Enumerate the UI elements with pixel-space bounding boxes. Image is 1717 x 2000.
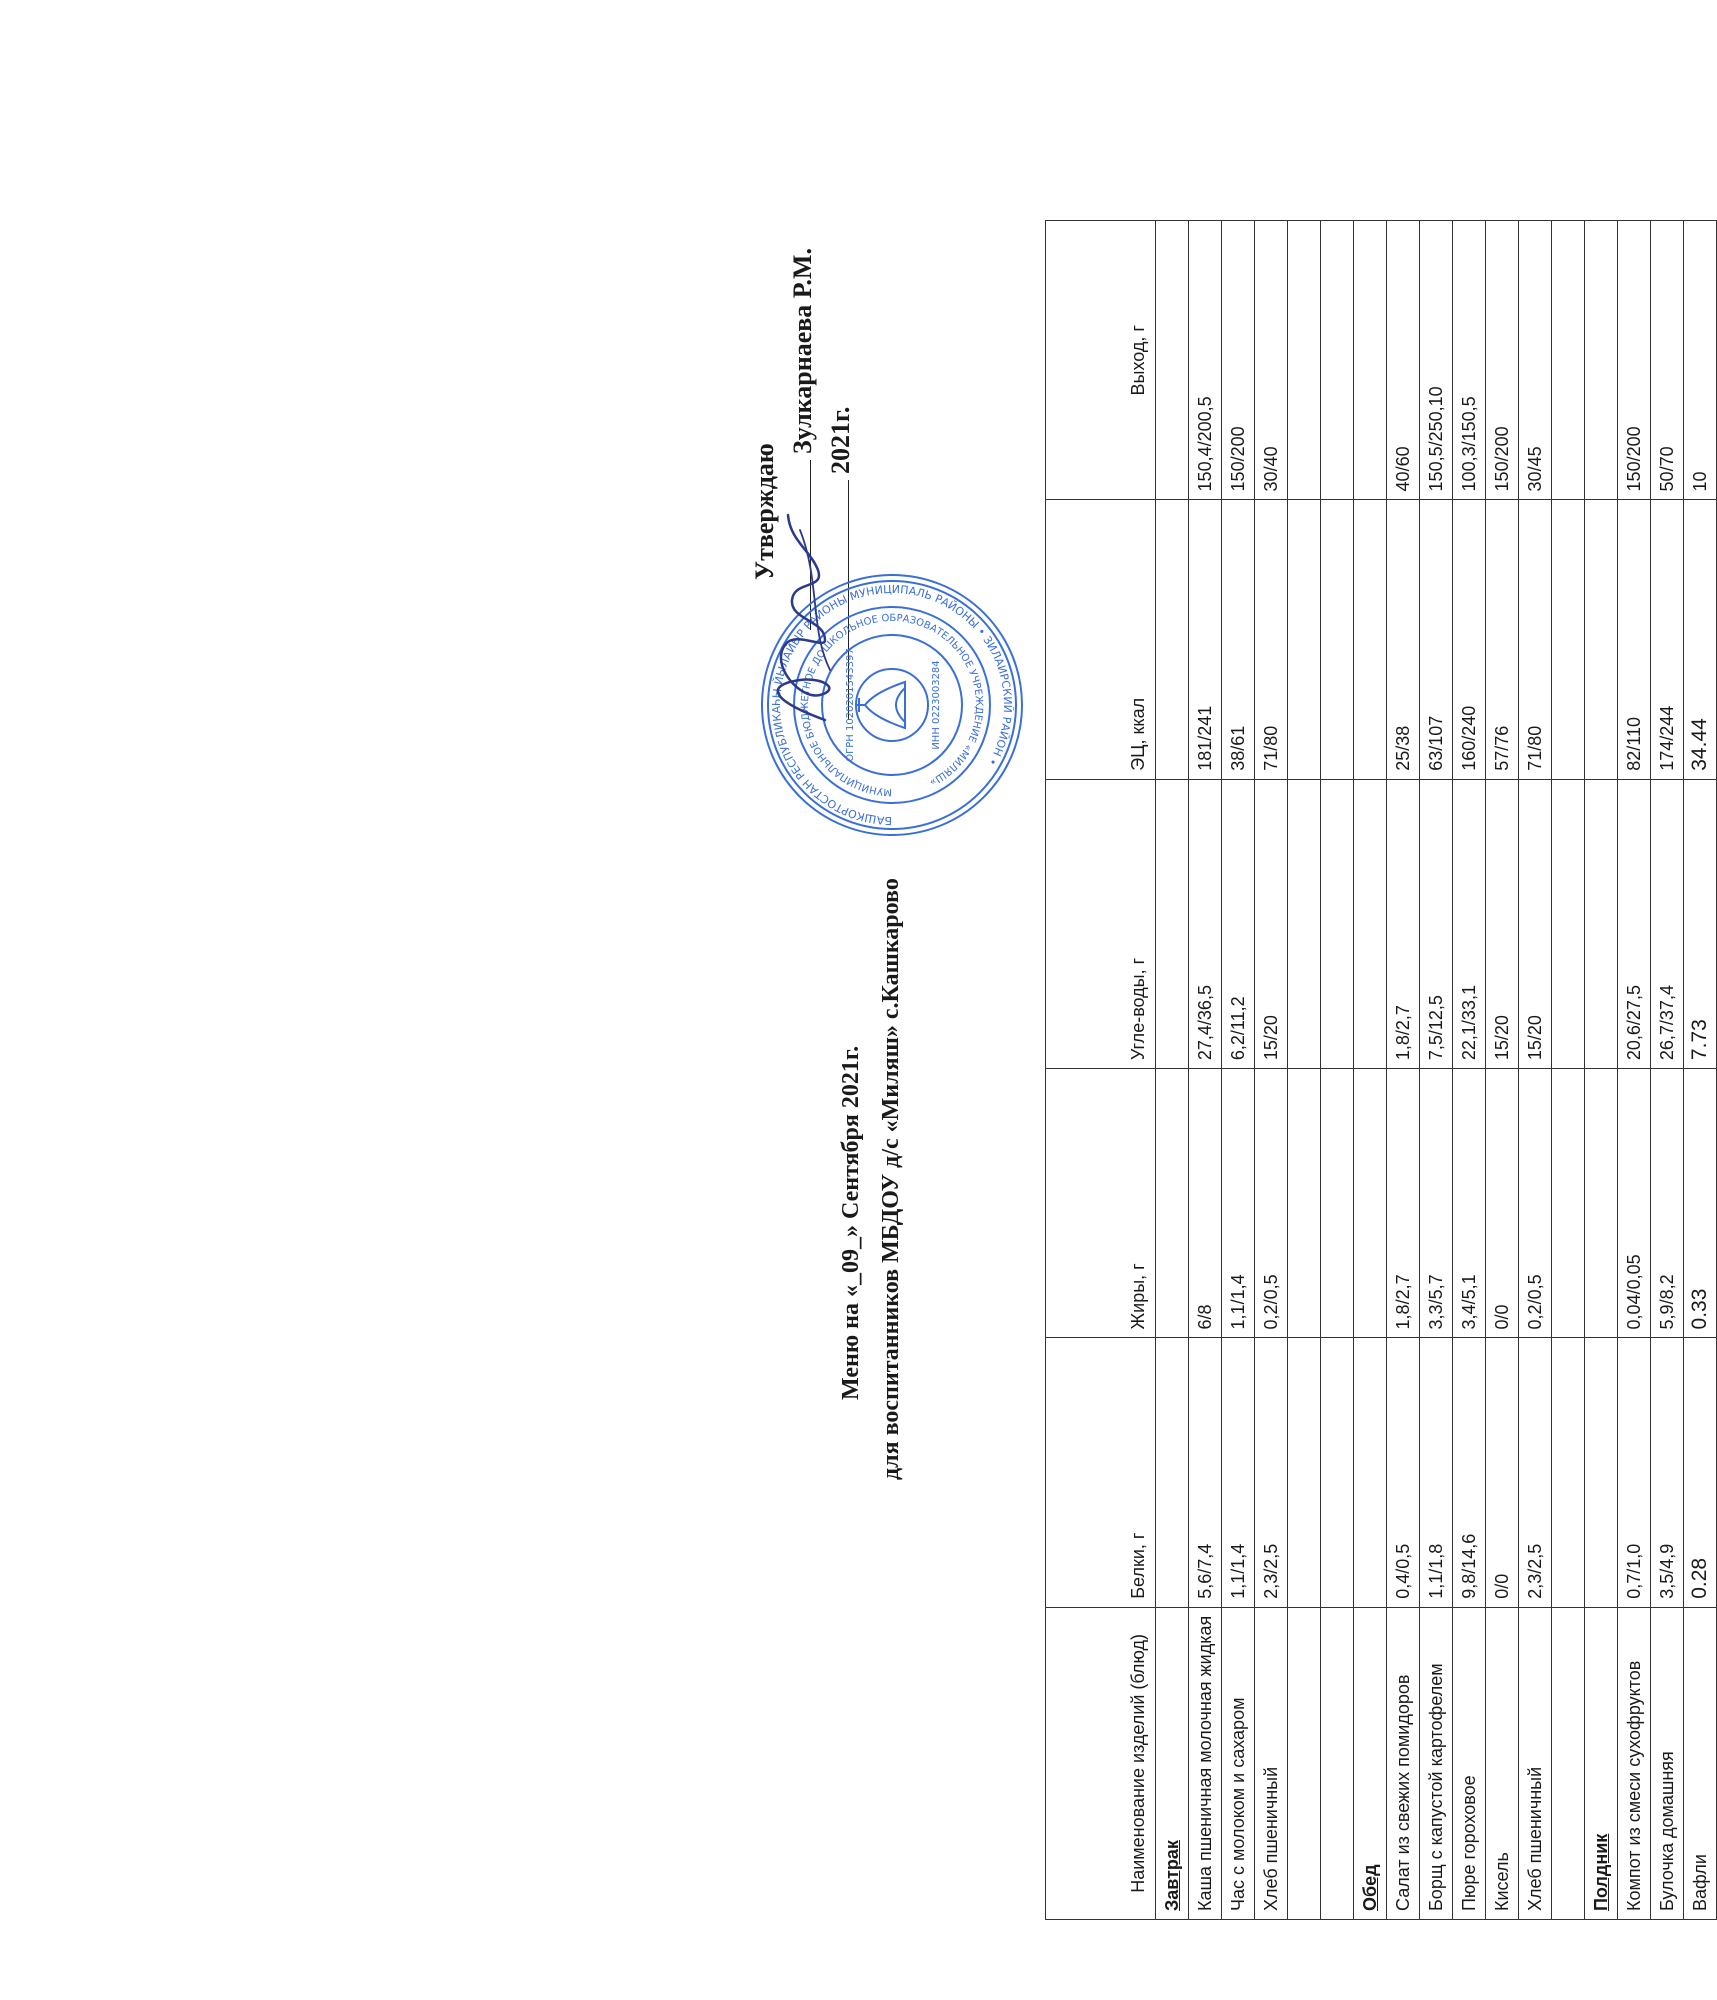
menu-subtitle: для воспитанников МБДОУ д/с «Миляш» с.Кашкарово xyxy=(878,878,904,1480)
section-row xyxy=(1354,221,1387,1920)
cell-carbs: 20,6/27,5 xyxy=(1618,779,1651,1068)
empty-row xyxy=(1321,221,1354,1920)
cell-yield: 40/60 xyxy=(1387,221,1420,500)
cell-yield: 150,5/250,10 xyxy=(1420,221,1453,500)
cell-fat: 0,2/0,5 xyxy=(1255,1069,1288,1338)
section-row xyxy=(1585,221,1618,1920)
svg-text:ОГРН 1020201543397: ОГРН 1020201543397 xyxy=(845,648,856,762)
empty-cell xyxy=(1321,1069,1354,1338)
empty-cell xyxy=(1354,779,1387,1068)
cell-name: Каша пшеничная молочная жидкая xyxy=(1189,1607,1222,1919)
table-row xyxy=(1486,221,1519,1920)
empty-cell xyxy=(1585,500,1618,779)
header-protein: Белки, г xyxy=(1046,1338,1156,1607)
svg-text:ИНН 0223003284: ИНН 0223003284 xyxy=(931,660,942,750)
cell-protein: 0,4/0,5 xyxy=(1387,1338,1420,1607)
empty-cell xyxy=(1288,779,1321,1068)
cell-name: Компот из смеси сухофруктов xyxy=(1618,1607,1651,1919)
cell-energy: 71/80 xyxy=(1255,500,1288,779)
empty-cell xyxy=(1156,1338,1189,1607)
empty-cell xyxy=(1585,1338,1618,1607)
cell-fat: 1,1/1,4 xyxy=(1222,1069,1255,1338)
svg-text:МУНИЦИПАЛЬНОЕ БЮДЖЕТНОЕ ДОШКОЛ: МУНИЦИПАЛЬНОЕ БЮДЖЕТНОЕ ДОШКОЛЬНОЕ ОБРАЗОВАТЕЛЬНОЕ УЧРЕЖДЕНИЕ «МИЛЯШ» xyxy=(799,612,985,798)
table-row xyxy=(1255,221,1288,1920)
cell-protein: 0/0 xyxy=(1486,1338,1519,1607)
empty-cell xyxy=(1585,779,1618,1068)
empty-cell xyxy=(1552,500,1585,779)
cell-protein: 2,3/2,5 xyxy=(1255,1338,1288,1607)
table-row xyxy=(1420,221,1453,1920)
empty-cell xyxy=(1321,1607,1354,1919)
header-yield: Выход, г xyxy=(1046,221,1156,500)
cell-name: Хлеб пшеничный xyxy=(1255,1607,1288,1919)
cell-energy: 160/240 xyxy=(1453,500,1486,779)
empty-cell xyxy=(1288,1069,1321,1338)
table-row xyxy=(1651,221,1684,1920)
table-row xyxy=(1618,221,1651,1920)
cell-name: Булочка домашняя xyxy=(1651,1607,1684,1919)
table-row xyxy=(1684,221,1717,1920)
empty-cell xyxy=(1156,1069,1189,1338)
menu-table-body xyxy=(1156,221,1717,1920)
table-header-row xyxy=(1046,221,1156,1920)
header-fat: Жиры, г xyxy=(1046,1069,1156,1338)
cell-yield: 50/70 xyxy=(1651,221,1684,500)
section-title: Обед xyxy=(1354,1607,1387,1919)
menu-title: Меню на «_09_» Сентября 2021г. xyxy=(838,1045,864,1400)
empty-cell xyxy=(1585,1069,1618,1338)
cell-name: Вафли xyxy=(1684,1607,1717,1919)
cell-protein: 0,7/1,0 xyxy=(1618,1338,1651,1607)
cell-carbs: 15/20 xyxy=(1519,779,1552,1068)
cell-carbs: 7.73 xyxy=(1684,779,1717,1068)
cell-energy: 174/244 xyxy=(1651,500,1684,779)
cell-protein: 9,8/14,6 xyxy=(1453,1338,1486,1607)
empty-cell xyxy=(1552,1338,1585,1607)
cell-yield: 150/200 xyxy=(1486,221,1519,500)
empty-cell xyxy=(1288,1607,1321,1919)
table-row xyxy=(1453,221,1486,1920)
header-carbs: Угле-воды, г xyxy=(1046,779,1156,1068)
cell-carbs: 1,8/2,7 xyxy=(1387,779,1420,1068)
cell-fat: 0,04/0,05 xyxy=(1618,1069,1651,1338)
empty-cell xyxy=(1156,221,1189,500)
empty-cell xyxy=(1354,1338,1387,1607)
table-row xyxy=(1222,221,1255,1920)
cell-protein: 1,1/1,8 xyxy=(1420,1338,1453,1607)
cell-name: Кисель xyxy=(1486,1607,1519,1919)
cell-fat: 1,8/2,7 xyxy=(1387,1069,1420,1338)
empty-cell xyxy=(1321,1338,1354,1607)
cell-name: Час с молоком и сахаром xyxy=(1222,1607,1255,1919)
cell-fat: 0,2/0,5 xyxy=(1519,1069,1552,1338)
empty-cell xyxy=(1552,1069,1585,1338)
cell-protein: 3,5/4,9 xyxy=(1651,1338,1684,1607)
cell-yield: 150/200 xyxy=(1222,221,1255,500)
handwritten-signature xyxy=(730,500,870,740)
cell-fat: 0/0 xyxy=(1486,1069,1519,1338)
cell-fat: 0.33 xyxy=(1684,1069,1717,1338)
cell-fat: 6/8 xyxy=(1189,1069,1222,1338)
cell-protein: 2,3/2,5 xyxy=(1519,1338,1552,1607)
empty-cell xyxy=(1156,779,1189,1068)
empty-cell xyxy=(1354,500,1387,779)
approval-date: 2021г. xyxy=(826,406,855,474)
cell-fat: 3,4/5,1 xyxy=(1453,1069,1486,1338)
table-row xyxy=(1387,221,1420,1920)
section-title: Полдник xyxy=(1585,1607,1618,1919)
cell-carbs: 7,5/12,5 xyxy=(1420,779,1453,1068)
approval-label: Утверждаю xyxy=(750,443,779,580)
cell-carbs: 26,7/37,4 xyxy=(1651,779,1684,1068)
empty-cell xyxy=(1552,221,1585,500)
cell-name: Хлеб пшеничный xyxy=(1519,1607,1552,1919)
cell-energy: 181/241 xyxy=(1189,500,1222,779)
rotated-sheet xyxy=(470,220,1711,1920)
cell-protein: 1,1/1,4 xyxy=(1222,1338,1255,1607)
section-row xyxy=(1156,221,1189,1920)
cell-name: Салат из свежих помидоров xyxy=(1387,1607,1420,1919)
menu-table xyxy=(1045,220,1717,1920)
cell-yield: 150/200 xyxy=(1618,221,1651,500)
cell-fat: 3,3/5,7 xyxy=(1420,1069,1453,1338)
cell-yield: 150,4/200,5 xyxy=(1189,221,1222,500)
cell-yield: 100,3/150,5 xyxy=(1453,221,1486,500)
cell-carbs: 27,4/36,5 xyxy=(1189,779,1222,1068)
empty-cell xyxy=(1288,1338,1321,1607)
table-row xyxy=(1189,221,1222,1920)
empty-cell xyxy=(1321,779,1354,1068)
cell-energy: 57/76 xyxy=(1486,500,1519,779)
empty-cell xyxy=(1288,500,1321,779)
cell-yield: 30/40 xyxy=(1255,221,1288,500)
cell-energy: 63/107 xyxy=(1420,500,1453,779)
cell-energy: 82/110 xyxy=(1618,500,1651,779)
empty-cell xyxy=(1156,500,1189,779)
cell-name: Борщ с капустой картофелем xyxy=(1420,1607,1453,1919)
cell-carbs: 15/20 xyxy=(1255,779,1288,1068)
cell-energy: 34.44 xyxy=(1684,500,1717,779)
cell-name: Пюре гороховое xyxy=(1453,1607,1486,1919)
cell-protein: 5,6/7,4 xyxy=(1189,1338,1222,1607)
approval-name: Зулкарнаева Р.М. xyxy=(788,248,817,454)
empty-cell xyxy=(1585,221,1618,500)
cell-carbs: 6,2/11,2 xyxy=(1222,779,1255,1068)
cell-energy: 71/80 xyxy=(1519,500,1552,779)
empty-row xyxy=(1288,221,1321,1920)
cell-yield: 10 xyxy=(1684,221,1717,500)
header-energy: ЭЦ, ккал xyxy=(1046,500,1156,779)
table-row xyxy=(1519,221,1552,1920)
svg-text:БАШКОРТОСТАН РЕСПУБЛИКАҺЫ ЙЫЛА: БАШКОРТОСТАН РЕСПУБЛИКАҺЫ ЙЫЛАЙЫР РАЙОНЫ МУНИЦИПАЛЬ РАЙОНЫ • ЗИЛАИРСКИЙ РАЙОН • xyxy=(769,582,1015,828)
cell-energy: 25/38 xyxy=(1387,500,1420,779)
empty-cell xyxy=(1288,221,1321,500)
empty-cell xyxy=(1552,779,1585,1068)
section-title: Завтрак xyxy=(1156,1607,1189,1919)
cell-yield: 30/45 xyxy=(1519,221,1552,500)
empty-cell xyxy=(1354,1069,1387,1338)
empty-cell xyxy=(1321,221,1354,500)
cell-energy: 38/61 xyxy=(1222,500,1255,779)
header-dish-name: Наименование изделий (блюд) xyxy=(1046,1607,1156,1919)
empty-cell xyxy=(1552,1607,1585,1919)
cell-carbs: 15/20 xyxy=(1486,779,1519,1068)
empty-cell xyxy=(1354,221,1387,500)
empty-row xyxy=(1552,221,1585,1920)
cell-fat: 5,9/8,2 xyxy=(1651,1069,1684,1338)
empty-cell xyxy=(1321,500,1354,779)
cell-carbs: 22,1/33,1 xyxy=(1453,779,1486,1068)
cell-protein: 0.28 xyxy=(1684,1338,1717,1607)
